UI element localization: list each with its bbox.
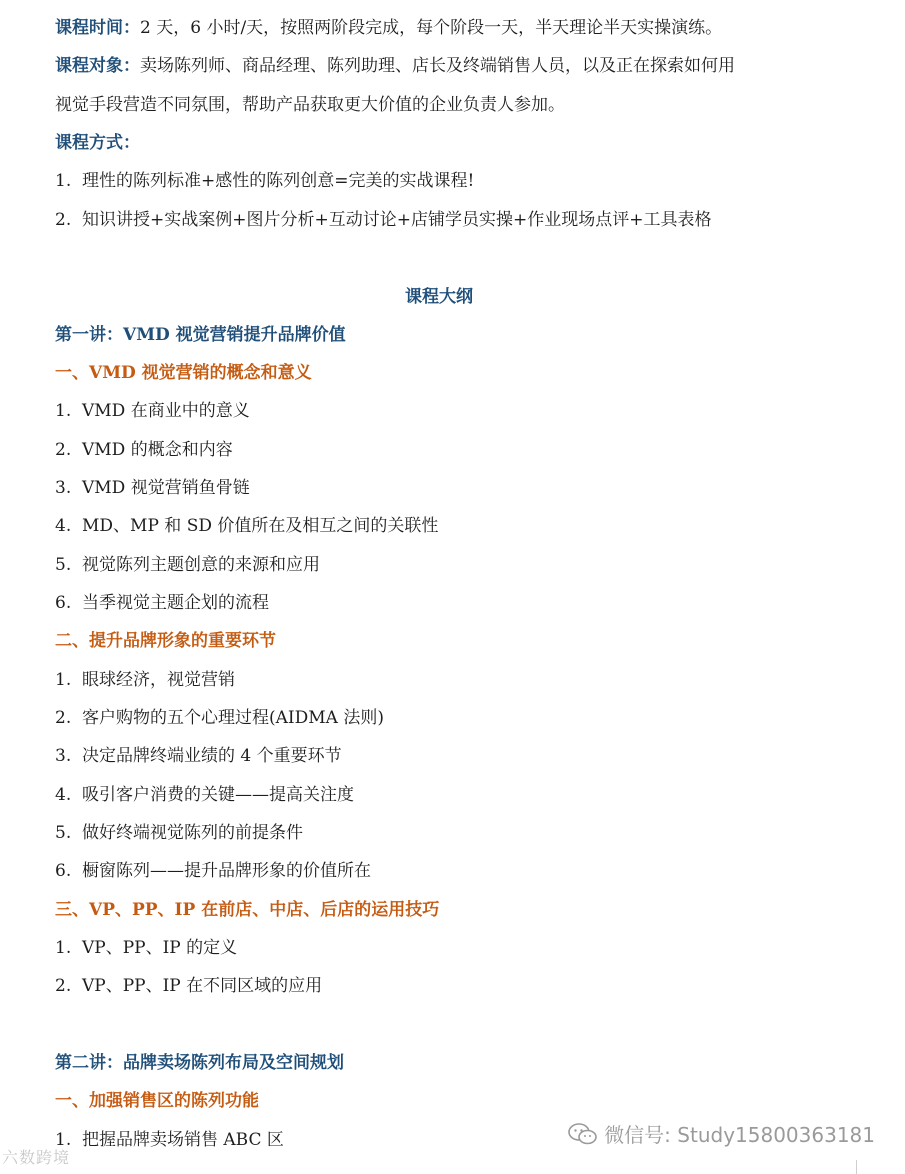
course-method-line [55, 132, 140, 154]
wechat-id-text: 微信号: Study15800363181 [604, 1123, 875, 1147]
list-item: 2. VMD 的概念和内容 [55, 440, 233, 460]
course-audience-line-2: 视觉手段营造不同氛围，帮助产品获取更大价值的企业负责人参加。 [55, 95, 565, 115]
list-item: 5. 视觉陈列主题创意的来源和应用 [55, 555, 320, 575]
course-time-label: 课程时间： [55, 18, 140, 38]
wechat-watermark [568, 1119, 875, 1148]
list-item: 3. VMD 视觉营销鱼骨链 [55, 478, 250, 498]
method-item: 1. 理性的陈列标准+感性的陈列创意=完美的实战课程! [55, 171, 475, 191]
lecture-2-section-1-title: 一、加强销售区的陈列功能 [55, 1091, 259, 1111]
list-item: 4. 吸引客户消费的关键——提高关注度 [55, 785, 354, 805]
lecture-1-section-2-title: 二、提升品牌形象的重要环节 [55, 631, 276, 651]
list-item: 4. MD、MP 和 SD 价值所在及相互之间的关联性 [55, 516, 439, 536]
lecture-1-section-3-title: 三、VP、PP、IP 在前店、中店、后店的运用技巧 [55, 900, 440, 920]
outline-title: 课程大纲 [405, 287, 473, 307]
course-time-line [55, 17, 722, 39]
course-method-label: 课程方式： [55, 133, 140, 153]
list-item: 6. 当季视觉主题企划的流程 [55, 593, 269, 613]
course-audience-text: 卖场陈列师、商品经理、陈列助理、店长及终端销售人员，以及正在探索如何用 [140, 56, 735, 76]
list-item: 3. 决定品牌终端业绩的 4 个重要环节 [55, 746, 342, 766]
wechat-icon [568, 1122, 598, 1146]
list-item: 1. VMD 在商业中的意义 [55, 401, 250, 421]
lecture-1-title: 第一讲：VMD 视觉营销提升品牌价值 [55, 325, 346, 345]
list-item: 1. VP、PP、IP 的定义 [55, 938, 238, 958]
course-audience-label: 课程对象： [55, 56, 140, 76]
brand-watermark: 六数跨境 [2, 1148, 71, 1167]
list-item: 2. 客户购物的五个心理过程(AIDMA 法则) [55, 708, 384, 728]
course-time-text: 2 天，6 小时/天，按照两阶段完成，每个阶段一天，半天理论半天实操演练。 [140, 18, 723, 38]
lecture-2-title: 第二讲：品牌卖场陈列布局及空间规划 [55, 1053, 344, 1073]
list-item: 6. 橱窗陈列——提升品牌形象的价值所在 [55, 861, 371, 881]
page-corner-mark [856, 1160, 871, 1174]
list-item: 2. VP、PP、IP 在不同区域的应用 [55, 976, 323, 996]
lecture-1-section-1-title: 一、VMD 视觉营销的概念和意义 [55, 363, 312, 383]
list-item: 1. 眼球经济，视觉营销 [55, 670, 235, 690]
list-item: 1. 把握品牌卖场销售 ABC 区 [55, 1130, 284, 1150]
list-item: 5. 做好终端视觉陈列的前提条件 [55, 823, 303, 843]
method-item: 2. 知识讲授+实战案例+图片分析+互动讨论+店铺学员实操+作业现场点评+工具表格 [55, 210, 712, 230]
course-audience-line [55, 55, 735, 77]
